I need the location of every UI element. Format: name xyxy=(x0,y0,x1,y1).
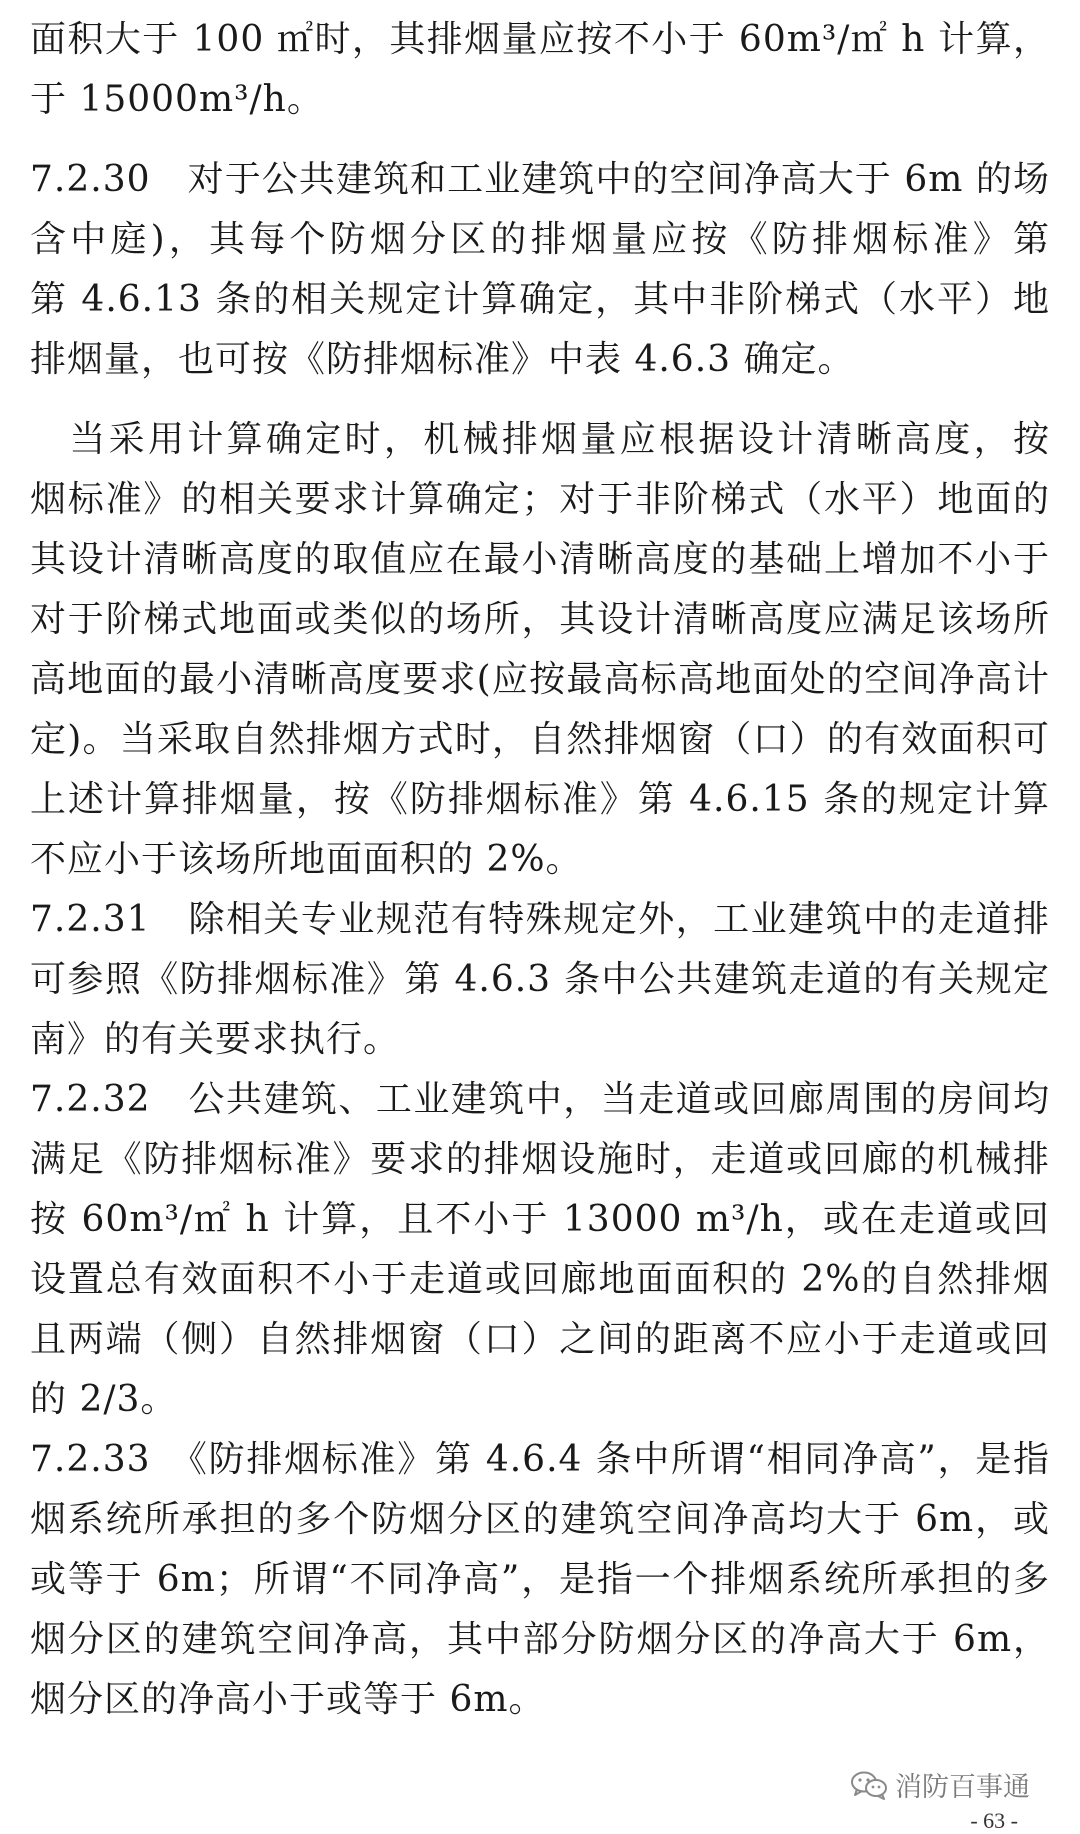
text-line: 第 4.6.13 条的相关规定计算确定，其中非阶梯式（水平）地 xyxy=(30,279,1050,320)
text-line: 7.2.32 公共建筑、工业建筑中，当走道或回廊周围的房间均 xyxy=(30,1079,1050,1120)
text-line: 7.2.31 除相关专业规范有特殊规定外，工业建筑中的走道排 xyxy=(30,899,1050,940)
text-line: 对于阶梯式地面或类似的场所，其设计清晰高度应满足该场所 xyxy=(30,599,1050,640)
text-line: 烟标准》的相关要求计算确定；对于非阶梯式（水平）地面的 xyxy=(30,479,1050,520)
text-line: 烟分区的建筑空间净高，其中部分防烟分区的净高大于 6m， xyxy=(30,1619,1050,1660)
text-line: 满足《防排烟标准》要求的排烟设施时，走道或回廊的机械排 xyxy=(30,1139,1050,1180)
text-line: 其设计清晰高度的取值应在最小清晰高度的基础上增加不小于 xyxy=(30,539,1050,580)
page-number: - 63 - xyxy=(970,1808,1018,1833)
brand-name: 消防百事通 xyxy=(895,1772,1030,1803)
text-line: 于 15000m³/h。 xyxy=(30,79,324,120)
text-line: 烟系统所承担的多个防烟分区的建筑空间净高均大于 6m，或 xyxy=(30,1499,1050,1540)
text-line: 面积大于 100 ㎡时，其排烟量应按不小于 60m³/㎡ h 计算， xyxy=(30,19,1050,60)
wechat-icon xyxy=(849,1770,889,1800)
text-line: 烟分区的净高小于或等于 6m。 xyxy=(30,1679,546,1720)
clause-7-2-30 xyxy=(30,150,1050,390)
text-line: 南》的有关要求执行。 xyxy=(30,1019,401,1060)
clause-7-2-31 xyxy=(30,890,1050,1070)
text-line: 排烟量，也可按《防排烟标准》中表 4.6.3 确定。 xyxy=(30,339,855,380)
text-line: 高地面的最小清晰高度要求(应按最高标高地面处的空间净高计 xyxy=(30,659,1050,700)
clause-7-2-32 xyxy=(30,1070,1050,1430)
text-line: 或等于 6m；所谓“不同净高”，是指一个排烟系统所承担的多 xyxy=(30,1559,1050,1600)
text-line: 且两端（侧）自然排烟窗（口）之间的距离不应小于走道或回 xyxy=(30,1319,1050,1360)
text-line: 定)。当采取自然排烟方式时，自然排烟窗（口）的有效面积可 xyxy=(30,719,1050,760)
text-line: 当采用计算确定时，机械排烟量应根据设计清晰高度，按 xyxy=(69,419,1050,460)
watermark-brand xyxy=(849,1765,1030,1804)
paragraph-calculation-method xyxy=(30,410,1050,890)
text-line: 设置总有效面积不小于走道或回廊地面面积的 2%的自然排烟 xyxy=(30,1259,1050,1300)
text-line: 上述计算排烟量，按《防排烟标准》第 4.6.15 条的规定计算 xyxy=(30,779,1050,820)
text-line: 按 60m³/㎡ h 计算，且不小于 13000 m³/h，或在走道或回 xyxy=(30,1199,1050,1240)
clause-7-2-33 xyxy=(30,1430,1050,1730)
text-line: 含中庭)，其每个防烟分区的排烟量应按《防排烟标准》第 xyxy=(30,219,1050,260)
text-line: 7.2.33 《防排烟标准》第 4.6.4 条中所谓“相同净高”，是指 xyxy=(30,1439,1050,1480)
text-line: 不应小于该场所地面面积的 2%。 xyxy=(30,839,583,880)
text-line: 7.2.30 对于公共建筑和工业建筑中的空间净高大于 6m 的场 xyxy=(30,159,1050,200)
text-line: 可参照《防排烟标准》第 4.6.3 条中公共建筑走道的有关规定 xyxy=(30,959,1050,1000)
paragraph-area-threshold xyxy=(30,10,1050,130)
text-line: 的 2/3。 xyxy=(30,1379,178,1420)
